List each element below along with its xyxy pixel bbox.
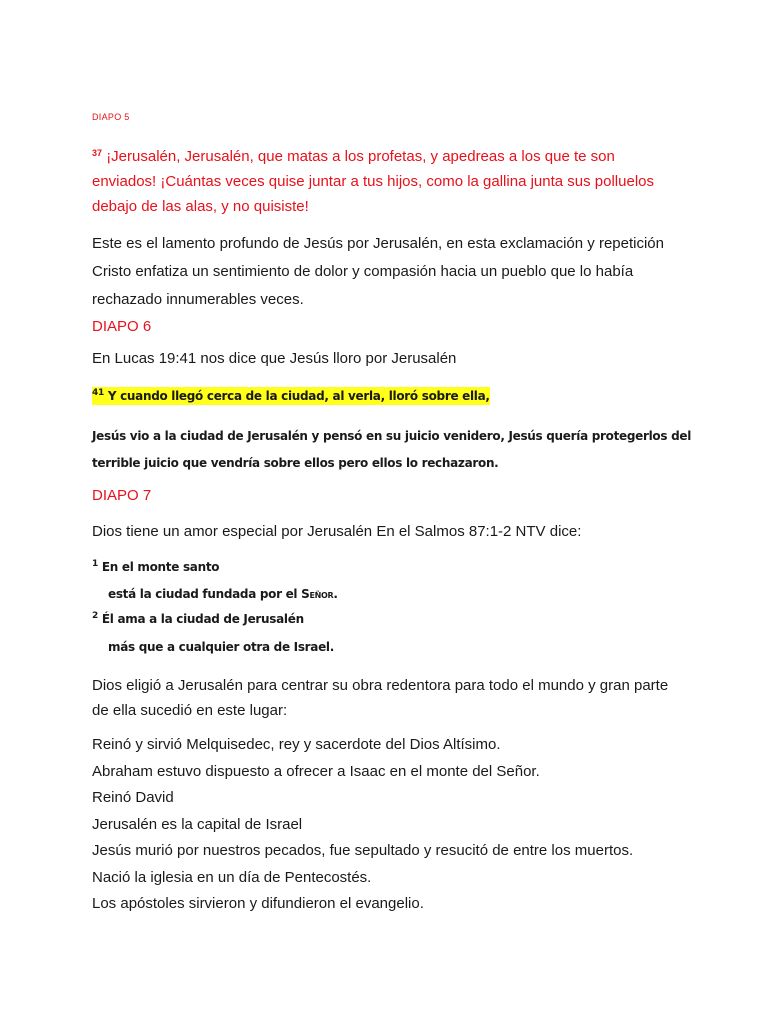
list-item: Jerusalén es la capital de Israel [92,815,303,833]
verse-37-number: 37 [92,148,103,158]
verse-41-text: Y cuando llegó cerca de la ciudad, al verla, lloró sobre ella, [107,389,490,403]
list-item: Nació la iglesia en un día de Pentecostés. [92,868,372,886]
list-item: Abraham estuvo dispuesto a ofrecer a Isaac en el monte del Señor. [92,762,540,780]
psalm-verse-2-number: 2 [92,611,98,621]
psalm-verse-1-number: 1 [92,559,98,569]
psalm-verse-1-line-1 [92,560,219,574]
psalm-line-prefix: está la ciudad fundada por el [108,587,302,601]
verse-41-highlight [92,387,490,405]
judgment-paragraph: Jesús vio a la ciudad de Jerusalén y pensó en su juicio venidero, Jesús quería protegerlos del terrible juicio que vendría sobre ellos pero ellos lo rechazaron. [92,429,692,470]
diapo-5-heading: DIAPO 5 [92,112,130,122]
list-item: Reinó David [92,789,174,806]
verse-37 [92,144,672,219]
verse-41-number: 41 [92,388,104,398]
lucas-line: En Lucas 19:41 nos dice que Jesús lloro por Jerusalén [92,350,457,367]
verse-37-text: ¡Jerusalén, Jerusalén, que matas a los profetas, y apedreas a los que te son enviados! ¡Cuántas veces quise juntar a tus hijos, como la gallina junta sus polluelos debajo de las alas, y no quisiste! [92,148,654,215]
psalm-line-suffix: . [333,587,338,601]
psalm-verse-2-line-1 [92,612,304,626]
diapo-6-heading: DIAPO 6 [92,318,152,335]
list-item: Jesús murió por nuestros pecados, fue sepultado y resucitó de entre los muertos. [92,842,634,859]
psalm-verse-2-line-2: más que a cualquier otra de Israel. [108,640,335,654]
psalm-verse-2-text: Él ama a la ciudad de Jerusalén [101,612,304,626]
events-list [92,732,633,918]
salmos-intro: Dios tiene un amor especial por Jerusalén En el Salmos 87:1-2 NTV dice: [92,523,582,540]
diapo-7-heading: DIAPO 7 [92,487,152,504]
psalm-verse-1-line-2 [108,587,338,601]
lord-smallcaps: Señor [301,587,334,601]
lament-paragraph: Este es el lamento profundo de Jesús por Jerusalén, en esta exclamación y repetición Cristo enfatiza un sentimiento de dolor y compasión hacia un pueblo que lo había rechazado innumerables veces. [92,235,664,308]
redemption-paragraph: Dios eligió a Jerusalén para centrar su obra redentora para todo el mundo y gran parte de ella sucedió en este lugar: [92,677,669,719]
list-item: Reinó y sirvió Melquisedec, rey y sacerdote del Dios Altísimo. [92,736,501,753]
list-item: Los apóstoles sirvieron y difundieron el evangelio. [92,895,424,912]
psalm-verse-1-text: En el monte santo [101,560,220,574]
